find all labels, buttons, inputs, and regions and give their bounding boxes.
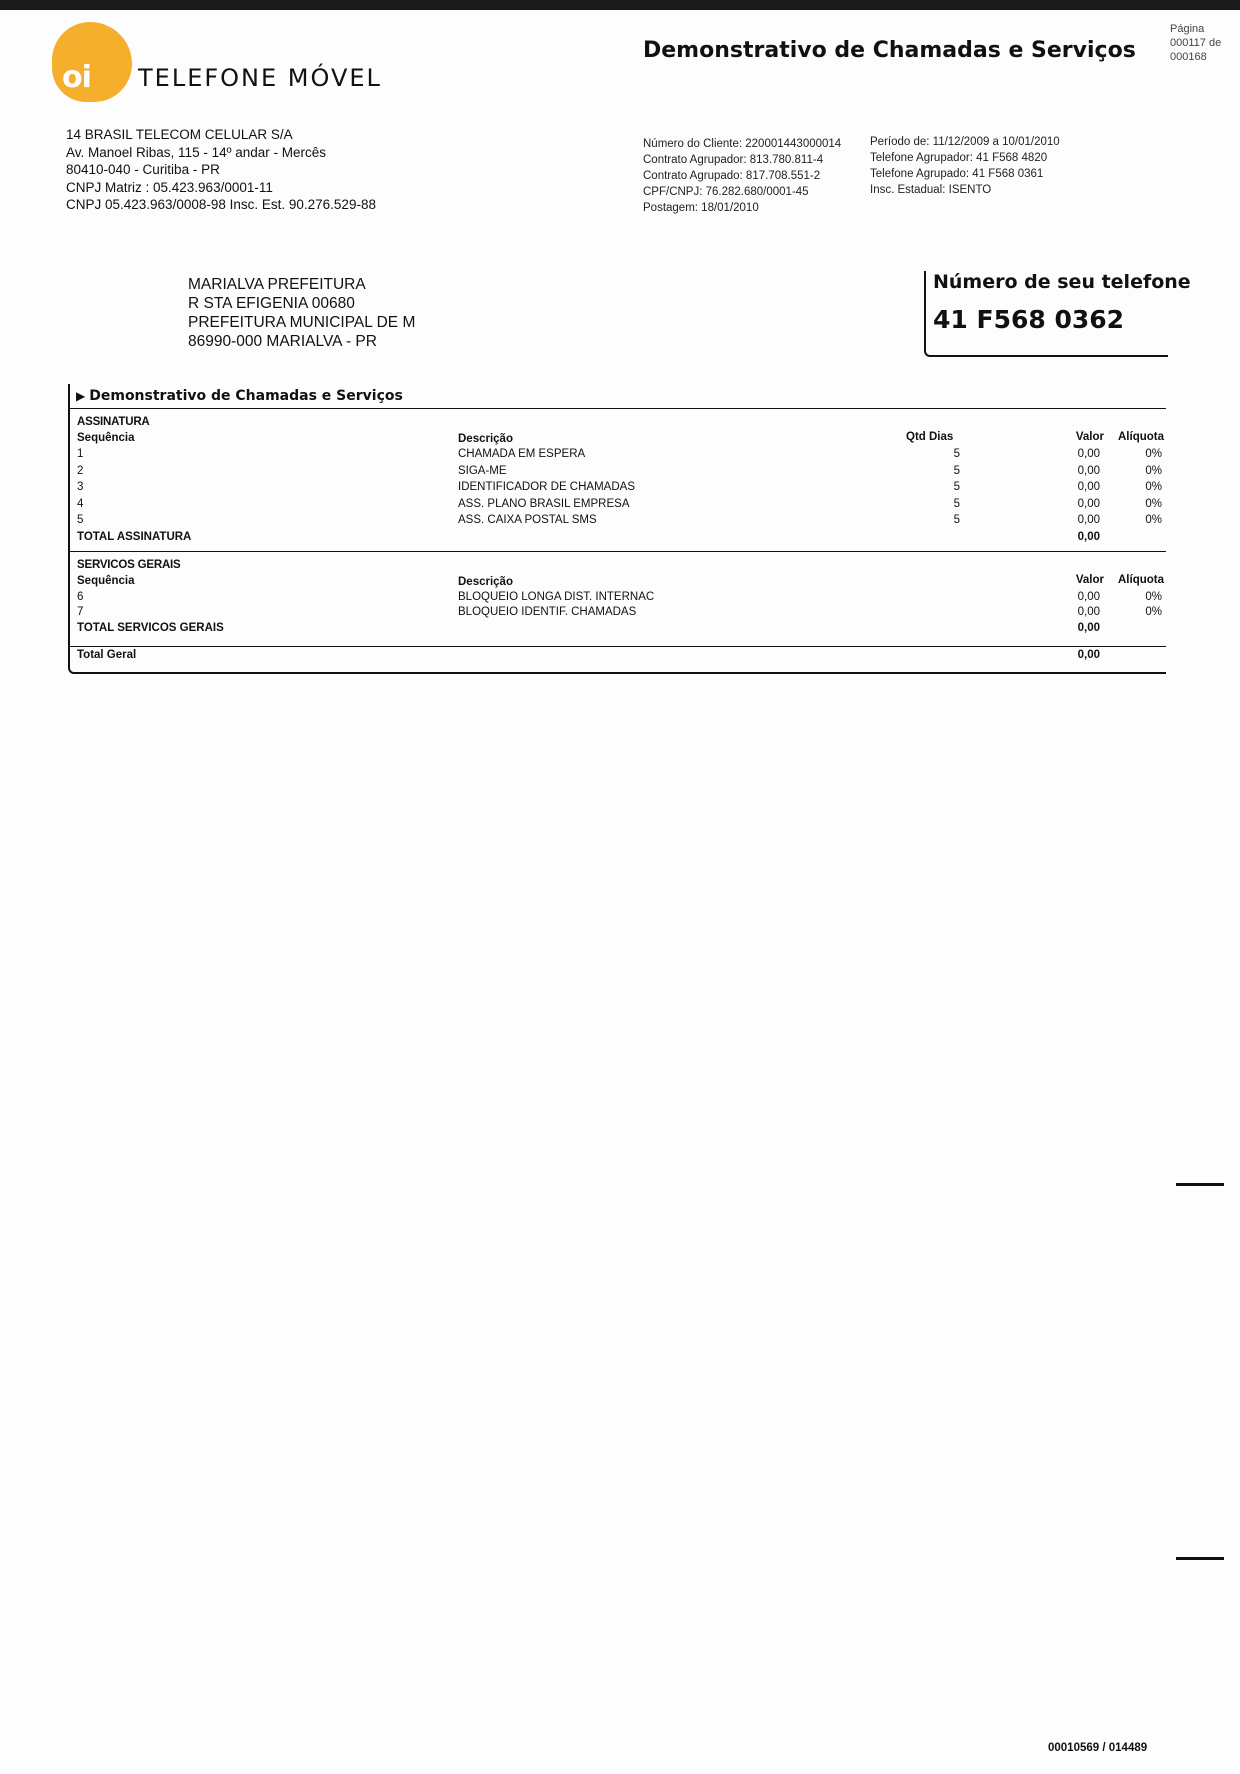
client-info-line: Contrato Agrupado: 817.708.551-2	[643, 170, 821, 182]
recipient-line: MARIALVA PREFEITURA	[188, 276, 366, 293]
grand-total-value: 0,00	[1077, 649, 1100, 661]
row-valor: 0,00	[1077, 591, 1100, 603]
phone-number: 41 F568 0362	[933, 305, 1125, 334]
total-servicos-label: TOTAL SERVICOS GERAIS	[77, 622, 224, 634]
row-valor: 0,00	[1077, 481, 1100, 493]
statement-title	[76, 388, 403, 404]
divider	[70, 408, 1166, 409]
row-desc: ASS. CAIXA POSTAL SMS	[458, 514, 597, 526]
page-current: 000117 de	[1170, 37, 1222, 49]
row-qtd: 5	[953, 481, 960, 493]
phone-number-box	[924, 271, 1191, 357]
section-servicos-gerais: SERVICOS GERAIS	[77, 559, 181, 571]
page-info	[1170, 22, 1221, 64]
row-qtd: 5	[953, 514, 960, 526]
row-aliquota: 0%	[1145, 481, 1162, 493]
page-label: Página	[1170, 23, 1205, 35]
grand-total-label: Total Geral	[77, 649, 137, 661]
row-seq: 4	[77, 498, 84, 510]
row-seq: 3	[77, 481, 84, 493]
client-info-line: Postagem: 18/01/2010	[643, 202, 759, 214]
company-address	[66, 126, 376, 214]
header-valor: Valor	[1075, 431, 1104, 443]
recipient-address	[188, 275, 415, 351]
row-aliquota: 0%	[1145, 465, 1162, 477]
company-line: Av. Manoel Ribas, 115 - 14º andar - Mercês	[66, 144, 327, 160]
row-valor: 0,00	[1077, 498, 1100, 510]
company-line: 80410-040 - Curitiba - PR	[66, 162, 220, 177]
row-aliquota: 0%	[1145, 498, 1162, 510]
row-qtd: 5	[953, 465, 960, 477]
row-seq: 5	[77, 514, 84, 526]
row-qtd: 5	[953, 498, 960, 510]
row-desc: BLOQUEIO LONGA DIST. INTERNAC	[458, 591, 655, 603]
oi-logo	[52, 22, 132, 102]
total-assinatura-label: TOTAL ASSINATURA	[77, 531, 192, 543]
page-total: 000168	[1170, 51, 1207, 63]
client-info-column-1	[643, 136, 841, 216]
company-line: 14 BRASIL TELECOM CELULAR S/A	[66, 127, 293, 142]
row-seq: 7	[77, 606, 84, 618]
client-info-line: Telefone Agrupador: 41 F568 4820	[870, 152, 1048, 164]
client-info-line: Insc. Estadual: ISENTO	[870, 184, 992, 196]
footer-document-code: 00010569 / 014489	[1048, 1742, 1148, 1754]
company-line: CNPJ 05.423.963/0008-98 Insc. Est. 90.276.529-88	[66, 197, 376, 212]
registration-mark	[1176, 1557, 1224, 1560]
row-desc: SIGA-ME	[458, 465, 507, 477]
row-aliquota: 0%	[1145, 591, 1162, 603]
registration-mark	[1176, 1183, 1224, 1186]
recipient-line: PREFEITURA MUNICIPAL DE M	[188, 314, 416, 331]
header-descricao: Descrição	[458, 576, 513, 588]
header-descricao: Descrição	[458, 433, 513, 445]
client-info-column-2	[870, 134, 1060, 198]
row-seq: 2	[77, 465, 84, 477]
client-info-line: CPF/CNPJ: 76.282.680/0001-45	[643, 186, 809, 198]
top-edge-bar	[0, 0, 1240, 10]
row-desc: BLOQUEIO IDENTIF. CHAMADAS	[458, 606, 637, 618]
recipient-line: R STA EFIGENIA 00680	[188, 295, 355, 312]
header-valor: Valor	[1075, 574, 1104, 586]
header-aliquota: Alíquota	[1118, 431, 1164, 443]
arrow-right-icon: ▶	[76, 389, 86, 403]
row-desc: IDENTIFICADOR DE CHAMADAS	[458, 481, 635, 493]
header-sequencia: Sequência	[77, 432, 135, 444]
row-valor: 0,00	[1077, 514, 1100, 526]
row-valor: 0,00	[1077, 448, 1100, 460]
row-aliquota: 0%	[1145, 514, 1162, 526]
row-aliquota: 0%	[1145, 606, 1162, 618]
divider	[70, 551, 1166, 552]
row-valor: 0,00	[1077, 606, 1100, 618]
statement-title-text: Demonstrativo de Chamadas e Serviços	[89, 388, 403, 404]
header-aliquota: Alíquota	[1118, 574, 1164, 586]
header-sequencia: Sequência	[77, 575, 135, 587]
brand-name: TELEFONE MÓVEL	[138, 64, 382, 92]
client-info-line: Período de: 11/12/2009 a 10/01/2010	[870, 136, 1060, 148]
document-title: Demonstrativo de Chamadas e Serviços	[643, 38, 1136, 63]
section-assinatura: ASSINATURA	[77, 416, 150, 428]
logo-text: oi	[62, 60, 91, 95]
client-info-line: Telefone Agrupado: 41 F568 0361	[870, 168, 1044, 180]
client-info-line: Número do Cliente: 220001443000014	[643, 138, 842, 150]
total-servicos-value: 0,00	[1077, 622, 1100, 634]
row-seq: 6	[77, 591, 84, 603]
statement-table	[68, 384, 1166, 674]
row-valor: 0,00	[1077, 465, 1100, 477]
recipient-line: 86990-000 MARIALVA - PR	[188, 333, 377, 350]
total-assinatura-value: 0,00	[1077, 531, 1100, 543]
divider	[70, 646, 1166, 647]
company-line: CNPJ Matriz : 05.423.963/0001-11	[66, 179, 273, 195]
row-desc: CHAMADA EM ESPERA	[458, 448, 586, 460]
client-info-line: Contrato Agrupador: 813.780.811-4	[643, 154, 824, 166]
phone-label: Número de seu telefone	[933, 271, 1191, 293]
row-aliquota: 0%	[1145, 448, 1162, 460]
row-qtd: 5	[953, 448, 960, 460]
header-qtd-dias: Qtd Dias	[906, 431, 954, 443]
row-seq: 1	[77, 448, 84, 460]
row-desc: ASS. PLANO BRASIL EMPRESA	[458, 498, 630, 510]
